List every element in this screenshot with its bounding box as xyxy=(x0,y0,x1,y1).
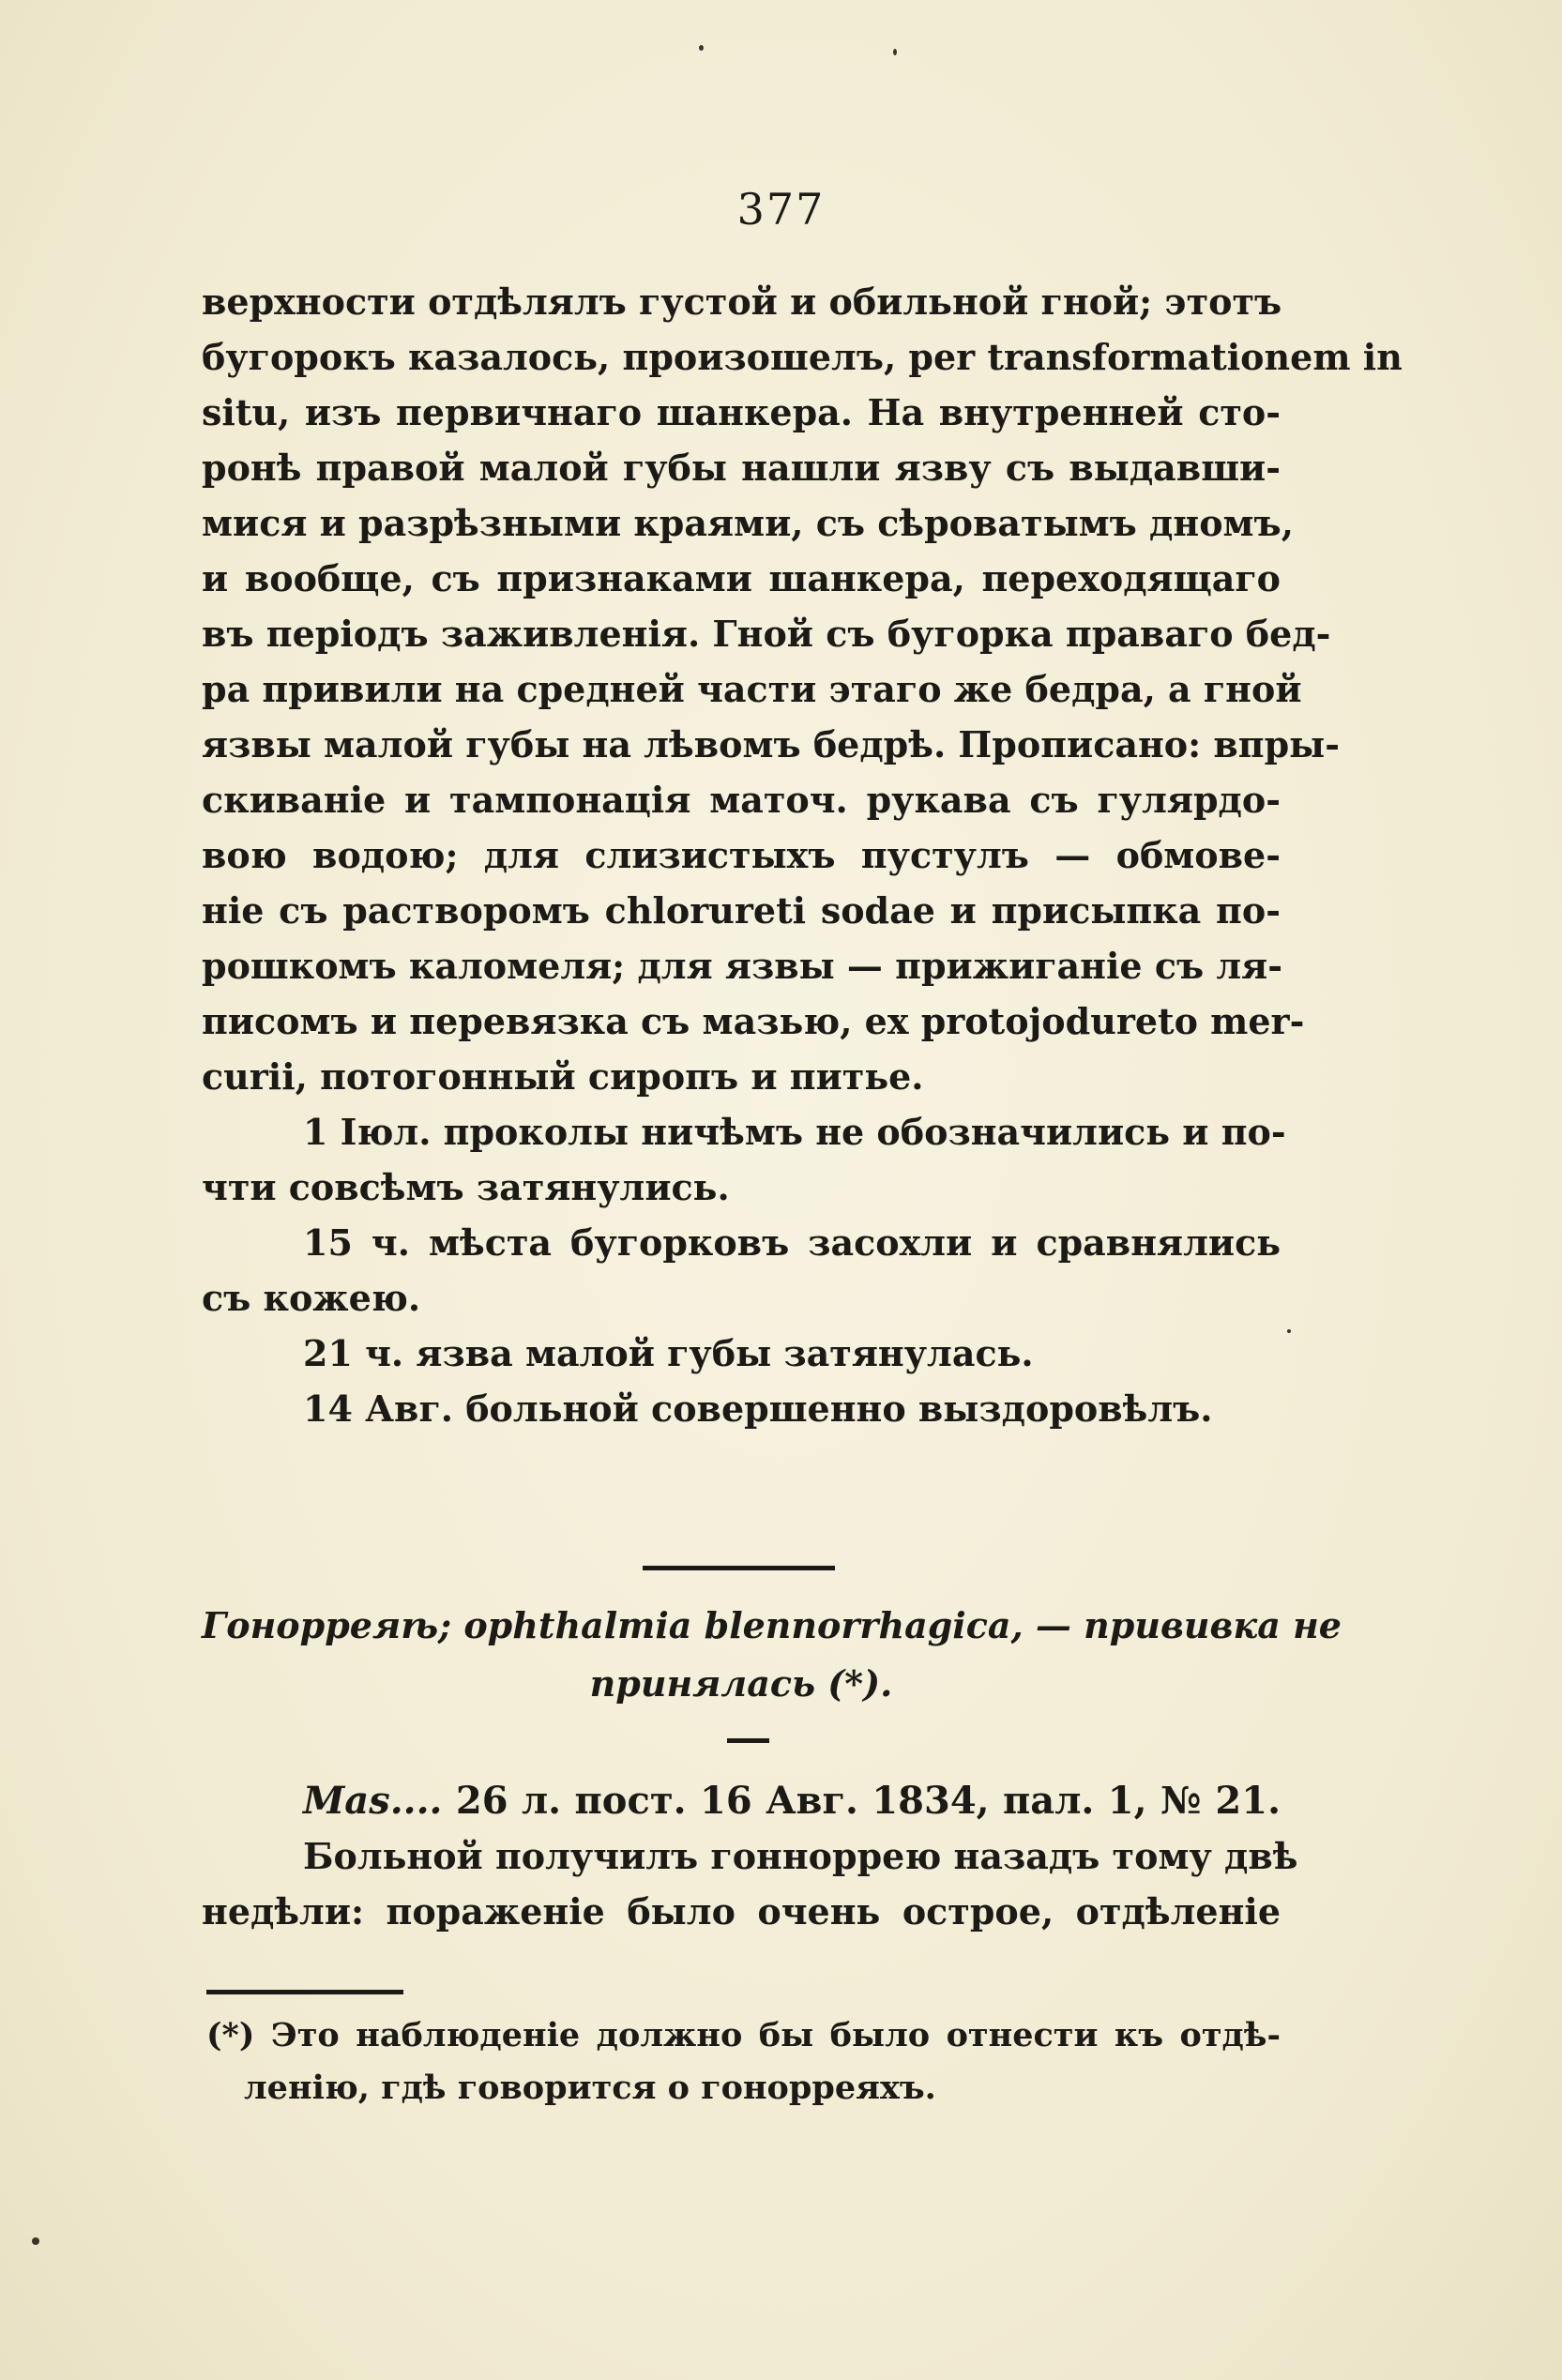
text-line: писомъ и перевязка съ мазью, ex protojodureto mer- xyxy=(202,1000,1305,1042)
footnote-divider xyxy=(206,1990,403,1994)
footnote-line: ленію, гдѣ говорится о гонорреяхъ. xyxy=(244,2069,936,2107)
text-line: рошкомъ каломеля; для язвы — прижиганіе съ ля- xyxy=(202,945,1282,987)
case-details: 26 л. пост. 16 Авг. 1834, пал. 1, № 21. xyxy=(442,1779,1281,1823)
section-heading xyxy=(202,1597,1342,1713)
entry-line: чти совсѣмъ затянулись. xyxy=(202,1166,730,1208)
short-divider xyxy=(727,1738,769,1743)
paper-speck xyxy=(32,2237,39,2245)
entry-line: 1 Іюл. проколы ничѣмъ не обозначились и по- xyxy=(303,1111,1286,1153)
text-line: situ, изъ первичнаго шанкера. На внутренней сто- xyxy=(202,391,1281,433)
heading-line: Гонорреяѣ; ophthalmia blennorrhagica, — прививка не xyxy=(202,1604,1342,1646)
text-line: язвы малой губы на лѣвомъ бедрѣ. Прописано: впры- xyxy=(202,723,1341,766)
text-line: ронѣ правой малой губы нашли язву съ выдавши- xyxy=(202,447,1281,489)
entry-line: съ кожею. xyxy=(202,1277,421,1319)
case-line: недѣли: пораженіе было очень острое, отдѣленіе xyxy=(202,1890,1281,1933)
patient-name: Mas.... xyxy=(303,1779,443,1823)
case-title xyxy=(202,1773,1281,1828)
text-line: ра привили на средней части этаго же бедра, а гной xyxy=(202,668,1302,710)
text-line: ніе съ растворомъ chlorureti sodae и присыпка по- xyxy=(202,889,1281,932)
case-line: Больной получилъ гонноррею назадъ тому двѣ xyxy=(303,1835,1298,1877)
page-number: 377 xyxy=(736,184,826,235)
text-line: мися и разрѣзными краями, съ сѣроватымъ дномъ, xyxy=(202,502,1294,544)
text-line: и вообще, съ признаками шанкера, переходящаго xyxy=(202,557,1281,599)
case-text xyxy=(202,1773,1298,1939)
entry-line: 14 Авг. больной совершенно выздоровѣлъ. xyxy=(303,1387,1213,1430)
section-divider xyxy=(643,1566,835,1570)
paper-speck xyxy=(699,45,704,51)
footnote-line: (*) Это наблюденіе должно бы было отнести къ отдѣ- xyxy=(206,2016,1281,2054)
paper-speck xyxy=(1287,1329,1291,1333)
entry-line: 15 ч. мѣста бугорковъ засохли и сравнялись xyxy=(303,1221,1281,1264)
footnote xyxy=(206,2009,1281,2115)
main-text xyxy=(202,274,1403,1436)
heading-line: принялась (*). xyxy=(589,1662,893,1705)
entry-line: 21 ч. язва малой губы затянулась. xyxy=(303,1332,1034,1374)
text-line: curii, потогонный сиропъ и питье. xyxy=(202,1055,924,1098)
text-line: вою водою; для слизистыхъ пустулъ — обмове- xyxy=(202,834,1281,876)
text-line: бугорокъ казалось, произошелъ, per transformationem in xyxy=(202,336,1403,378)
paper-speck xyxy=(893,49,897,55)
text-line: въ періодъ заживленія. Гной съ бугорка праваго бед- xyxy=(202,613,1331,655)
text-line: скиваніе и тампонація маточ. рукава съ гулярдо- xyxy=(202,779,1281,821)
text-line: верхности отдѣлялъ густой и обильной гной; этотъ xyxy=(202,280,1282,323)
